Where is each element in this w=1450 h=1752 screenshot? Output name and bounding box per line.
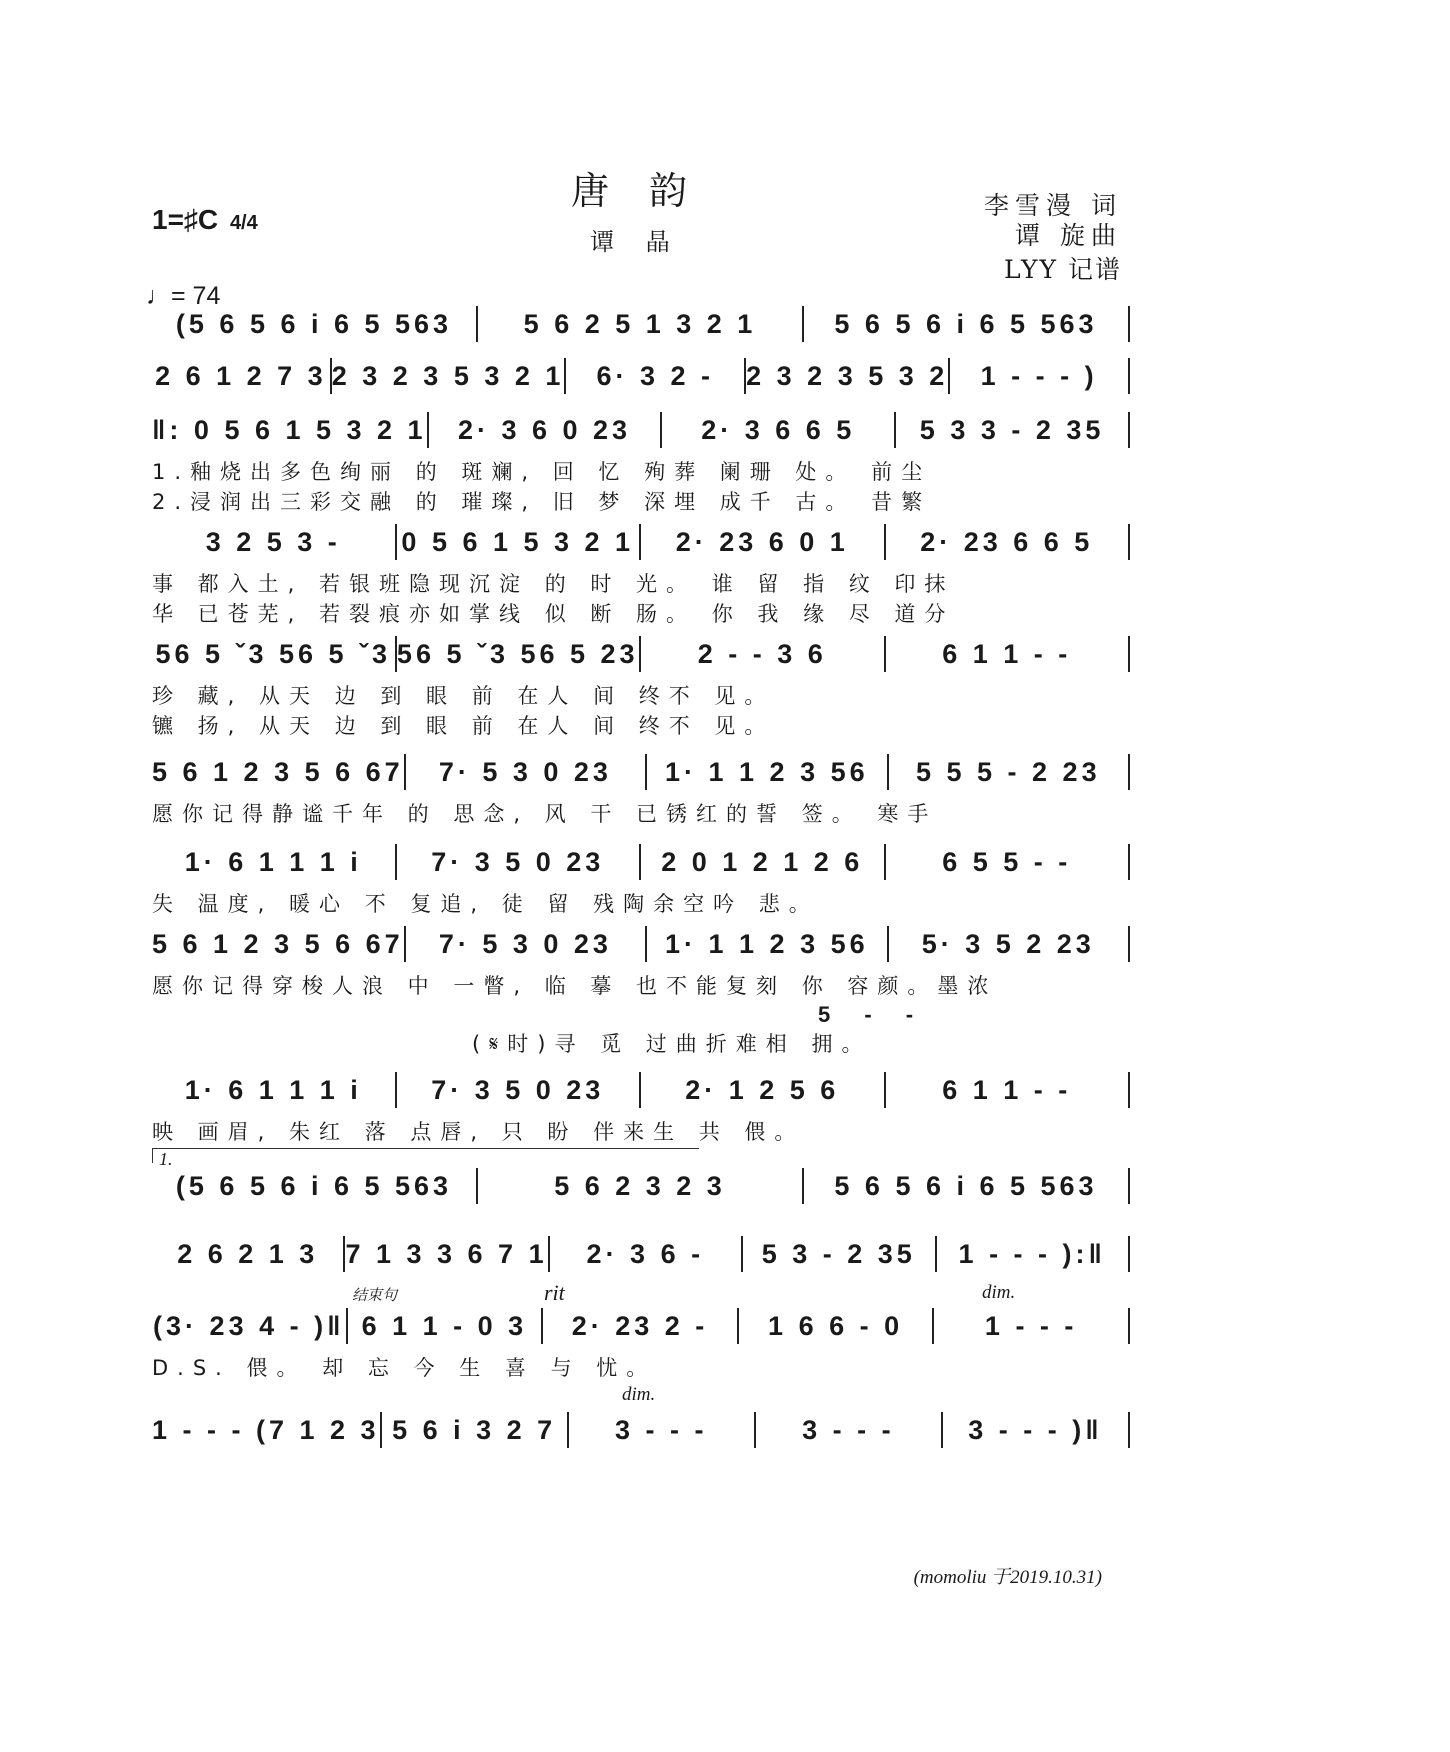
- notes-row: [152, 842, 1130, 882]
- measure: 7· 3 5 0 23: [431, 1074, 605, 1105]
- dim-marking: dim.: [622, 1384, 656, 1405]
- measure: 1· 6 1 1 1 i: [184, 846, 362, 877]
- staff-line-chorus-1: [152, 752, 1130, 842]
- measure: 1· 1 1 2 3 56: [665, 928, 869, 959]
- lyrics-verse-2: 镳 扬, 从天 边 到 眼 前 在人 间 终不 见。: [152, 714, 775, 738]
- notes-row: [152, 1234, 1130, 1274]
- measure: (5 6 5 6 i 6 5 563: [175, 1170, 453, 1201]
- measure: 2 3 2 3 5 3 2: [746, 360, 949, 391]
- measure: 2· 23 2 -: [571, 1310, 709, 1341]
- coda-label: 结束句: [352, 1288, 398, 1304]
- notes-row: [152, 1410, 1130, 1450]
- staff-line-chorus-4: [152, 1070, 1130, 1160]
- rit-marking: rit: [544, 1280, 565, 1305]
- measure: 1 6 6 - 0: [768, 1310, 904, 1341]
- notes-row: [152, 304, 1130, 344]
- alternate-notes: 5 - -: [818, 1002, 928, 1027]
- bar-line: [1128, 524, 1130, 560]
- song-title: 唐 韵: [570, 169, 702, 213]
- measure: (5 6 5 6 i 6 5 563: [175, 308, 453, 339]
- bar-line: [1128, 1072, 1130, 1108]
- measure: 2 0 1 2 1 2 6: [661, 846, 864, 877]
- notes-row: [152, 1070, 1130, 1110]
- measure: 5 6 5 6 i 6 5 563: [834, 1170, 1098, 1201]
- bar-line: [1128, 306, 1130, 342]
- measure: 2· 3 6 -: [586, 1238, 705, 1269]
- composer-credit: 谭 旋曲: [1015, 221, 1122, 250]
- bar-line: [1128, 412, 1130, 448]
- measure: 3 - - - )‖: [968, 1414, 1103, 1445]
- measure: 3 - - -: [802, 1414, 895, 1445]
- measure: 5· 3 5 2 23: [921, 928, 1095, 959]
- measure: 1 - - - ): [980, 360, 1098, 391]
- lyrics-verse-1: 愿你记得静谧千年 的 思念, 风 干 已锈红的誓 签。 寒手: [152, 802, 938, 826]
- time-signature: 4/4: [229, 212, 258, 234]
- lyricist-credit: 李雪漫 词: [984, 191, 1122, 220]
- measure: 2 - - 3 6: [697, 638, 827, 669]
- measure: 2· 23 6 6 5: [920, 526, 1094, 557]
- measure: 1 - - -: [984, 1310, 1078, 1341]
- measure: 5 6 i 3 2 7: [392, 1414, 557, 1445]
- bar-line: [1128, 1308, 1130, 1344]
- signature: (momoliu 于2019.10.31): [913, 1567, 1102, 1588]
- measure: 6 5 5 - -: [942, 846, 1072, 877]
- measure: 6 1 1 - -: [942, 1074, 1072, 1105]
- lyrics-verse-1: D.S. 偎。 却 忘 今 生 喜 与 忧。: [152, 1356, 657, 1380]
- measure: 2 6 2 1 3: [177, 1238, 319, 1269]
- notes-row: [152, 410, 1130, 450]
- measure: 5 5 5 - 2 23: [915, 756, 1101, 787]
- lyrics-verse-1: 1.釉烧出多色绚丽 的 斑斓, 回 忆 殉葬 阑珊 处。 前尘: [152, 460, 932, 484]
- staff-line-chorus-2: [152, 842, 1130, 932]
- measure: 1 - - - (7 1 2 3: [152, 1414, 380, 1445]
- measure: 56 5 ˇ3 56 5 23: [396, 638, 639, 669]
- measure: 5 6 2 3 2 3: [554, 1170, 726, 1201]
- bar-line: [1128, 636, 1130, 672]
- measure: 6 1 1 - -: [942, 638, 1072, 669]
- measure: 5 3 3 - 2 35: [919, 414, 1105, 445]
- bar-line: [1128, 754, 1130, 790]
- measure: 2· 1 2 5 6: [685, 1074, 840, 1105]
- measure: 2 3 2 3 5 3 2 1: [331, 360, 565, 391]
- notes-row: [152, 752, 1130, 792]
- bar-line: [1128, 1168, 1130, 1204]
- measure: 2 6 1 2 7 3: [155, 360, 327, 391]
- measure: 3 2 5 3 -: [205, 526, 341, 557]
- lyrics-verse-2: 2.浸润出三彩交融 的 璀璨, 旧 梦 深埋 成千 古。 昔繁: [152, 490, 932, 514]
- bar-line: [1128, 358, 1130, 394]
- staff-line-coda-2: [152, 1384, 1130, 1500]
- measure: 3 - - -: [614, 1414, 708, 1445]
- singer-name: 谭 晶: [590, 228, 682, 256]
- key-signature-text: 1=♯C: [152, 204, 219, 235]
- measure: 7· 3 5 0 23: [431, 846, 605, 877]
- measure: 5 6 1 2 3 5 6 67: [152, 928, 404, 959]
- notes-row: [152, 522, 1130, 562]
- measure: 2· 3 6 6 5: [701, 414, 856, 445]
- lyrics-verse-1: 愿你记得穿梭人浪 中 一瞥, 临 摹 也不能复刻 你 容颜。墨浓: [152, 974, 998, 998]
- transcriber-credit: LYY 记谱: [1004, 255, 1122, 284]
- measure: 5 3 - 2 35: [761, 1238, 916, 1269]
- notes-row: [152, 356, 1130, 396]
- measure: 5 6 2 5 1 3 2 1: [523, 308, 757, 339]
- measure: 1· 1 1 2 3 56: [665, 756, 869, 787]
- notes-row: [152, 1166, 1130, 1206]
- measure: 1· 6 1 1 1 i: [184, 1074, 362, 1105]
- staff-line-coda-1: [152, 1280, 1130, 1396]
- volta-bracket: 1.: [152, 1148, 699, 1163]
- measure: 5 6 5 6 i 6 5 563: [834, 308, 1098, 339]
- measure: (3· 23 4 - )‖: [153, 1310, 345, 1341]
- measure: 6· 3 2 -: [596, 360, 715, 391]
- bar-line: [1128, 1236, 1130, 1272]
- lyrics-verse-1: 映 画眉, 朱红 落 点唇, 只 盼 伴来生 共 偎。: [152, 1120, 805, 1144]
- dim-marking: dim.: [982, 1282, 1016, 1303]
- lyrics-verse-2: (𝄋时)寻 觅 过曲折难相 拥。: [472, 1032, 872, 1056]
- staff-line-verse-1: [152, 410, 1130, 514]
- measure: 2· 23 6 0 1: [675, 526, 849, 557]
- lyrics-verse-1: 失 温度, 暖心 不 复追, 徒 留 残陶余空吟 悲。: [152, 892, 819, 916]
- staff-line-chorus-3: [152, 924, 1130, 1056]
- measure: 5 6 1 2 3 5 6 67: [152, 756, 404, 787]
- measure: 0 5 6 1 5 3 2 1: [401, 526, 635, 557]
- notes-row: [152, 1306, 1130, 1346]
- staff-line-verse-2: [152, 522, 1130, 626]
- bar-line: [1128, 926, 1130, 962]
- staff-line-verse-3: [152, 634, 1130, 738]
- measure: 56 5 ˇ3 56 5 ˇ3: [155, 638, 392, 669]
- notes-row: [152, 634, 1130, 674]
- lyrics-verse-1: 珍 藏, 从天 边 到 眼 前 在人 间 终不 见。: [152, 684, 775, 708]
- measure: 7 1 3 3 6 7 1: [345, 1238, 548, 1269]
- measure: 2· 3 6 0 23: [457, 414, 632, 445]
- measure: 7· 5 3 0 23: [438, 756, 612, 787]
- measure: 1 - - - ):‖: [958, 1238, 1106, 1269]
- measure: 7· 5 3 0 23: [438, 928, 612, 959]
- key-signature: [152, 204, 258, 236]
- measure: ‖: 0 5 6 1 5 3 2 1: [152, 414, 427, 445]
- tempo-marking: ♩= 74: [146, 282, 221, 310]
- bar-line: [1128, 1412, 1130, 1448]
- notes-row: [152, 924, 1130, 964]
- lyrics-verse-1: 事 都入土, 若银班隐现沉淀 的 时 光。 谁 留 指 纹 印抹: [152, 572, 955, 596]
- bar-line: [1128, 844, 1130, 880]
- lyrics-verse-2: 华 已苍芜, 若裂痕亦如掌线 似 断 肠。 你 我 缘 尽 道分: [152, 602, 955, 626]
- measure: 6 1 1 - 0 3: [361, 1310, 528, 1341]
